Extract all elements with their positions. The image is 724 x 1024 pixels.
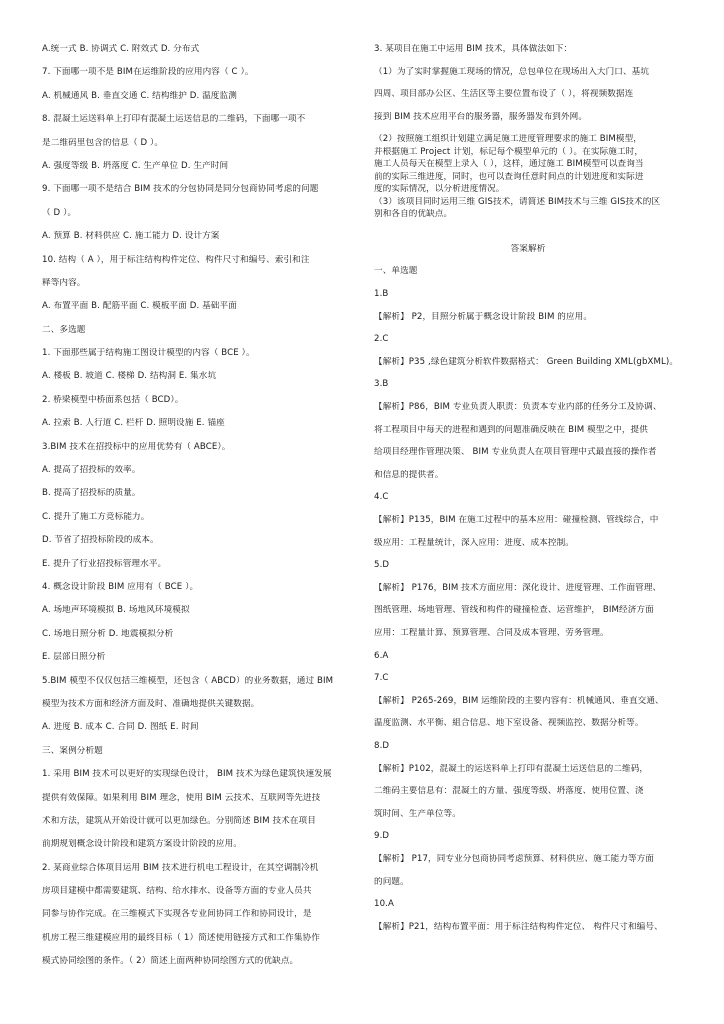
answer-line: 6.A [374, 650, 389, 661]
answer-line: 【解析】P86，BIM 专业负责人职责：负责本专业内部的任务分工及协调、 [374, 402, 662, 413]
answer-line: 【解析】P102，混凝土的运送料单上打印有混凝土运送信息的二维码， [374, 763, 649, 774]
text-line: 前的实际三维进度，同时，也可以查询任意时间点的计划进度和实际进 [374, 171, 644, 182]
text-line: 房项目建模中都需要建筑、结构、给水排水、设备等方面的专业人员共 [42, 886, 312, 897]
text-line: 施工人员每天在模型上录入（ ），这样，通过施工 BIM模型可以查询当 [374, 159, 644, 170]
text-line: 别和各自的优缺点。 [374, 209, 453, 220]
text-line: A. 布置平面 B. 配筋平面 C. 模板平面 D. 基础平面 [42, 301, 237, 312]
text-line: 四周、项目部办公区、生活区等主要位置布设了（ ），将视频数据连 [374, 89, 634, 100]
answer-line: 1.B [374, 289, 389, 300]
answer-line: 【解析】 P2，目照分析属于概念设计阶段 BIM 的应用。 [374, 311, 593, 322]
answer-line: 4.C [374, 492, 389, 503]
text-line: C. 提升了施工方竞标能力。 [42, 511, 150, 522]
text-line: E. 提升了行业招投标管理水平。 [42, 558, 167, 569]
answer-line: 8.D [374, 740, 390, 751]
answer-line: 和信息的提供者。 [374, 469, 444, 480]
answer-line: 二维码主要信息有：混凝土的方量、强度等级、坍落度、使用位置、浇 [374, 786, 644, 797]
text-line: （1）为了实时掌握施工现场的情况，总包单位在现场出入大门口、基坑 [374, 66, 650, 77]
answer-line: 将工程项目中每天的进程和遇到的问题准确反映在 BIM 模型之中，提供 [374, 424, 648, 435]
text-line: 前期规划概念设计阶段和建筑方案设计阶段的应用。 [42, 839, 242, 850]
answer-line: 【解析】 P265-269，BIM 运维阶段的主要内容有：机械通风、垂直交通、 [374, 695, 664, 706]
answer-line: 【解析】P135，BIM 在施工过程中的基本应用：碰撞检测、管线综合，中 [374, 515, 659, 525]
answer-line: 【解析】 P17，同专业分包商协同考虑预算、材料供应、施工能力等方面 [374, 853, 655, 864]
text-line: A. 楼板 B. 坡道 C. 楼梯 D. 结构洞 E. 集水坑 [42, 371, 217, 382]
right-column [374, 44, 682, 944]
answer-line: 筑时间、生产单位等。 [374, 808, 461, 819]
text-line: 8. 混凝土运送料单上打印有混凝土运送信息的二维码，下面哪一项不 [42, 114, 306, 125]
answer-line: 【解析】P21，结构布置平面：用于标注结构构件定位、 构件尺寸和编号、 [374, 921, 663, 932]
text-line: 接到 BIM 技术应用平台的服务器，服务器发布到外网。 [374, 111, 588, 122]
answer-line: 3.B [374, 379, 389, 390]
text-line: （ D ）。 [42, 207, 77, 218]
text-line: 二、多选题 [42, 324, 86, 335]
text-line: 提供有效保障。如果利用 BIM 理念，使用 BIM 云技术、互联网等先进技 [42, 792, 321, 803]
answer-line: 给项目经理作管理决策、 BIM 专业负责人在项目管理中式最直接的操作者 [374, 447, 657, 458]
text-line: A. 场地声环境模拟 B. 场地风环境模拟 [42, 605, 190, 616]
text-line: （2）按照施工组织计划建立满足施工进度管理要求的施工 BIM模型， [374, 134, 642, 145]
left-column [42, 44, 348, 980]
answer-line: 级应用：工程量统计，深入应用：进度、成本控制。 [374, 537, 574, 548]
answer-line: 7.C [374, 673, 389, 684]
text-line: A. 机械通风 B. 垂直交通 C. 结构维护 D. 温度监测 [42, 90, 237, 101]
text-line: A.统一式 B. 协调式 C. 附效式 D. 分布式 [42, 44, 200, 54]
answer-line: 应用：工程量计算、预算管理、合同及成本管理、劳务管理。 [374, 627, 609, 638]
text-line: D. 节省了招投标阶段的成本。 [42, 535, 159, 546]
spacer [374, 222, 682, 244]
text-line: A. 拉索 B. 人行道 C. 栏杆 D. 照明设施 E. 锚座 [42, 418, 225, 429]
answer-section-title: 答案解析 [510, 243, 546, 254]
answer-line: 的问题。 [374, 876, 409, 887]
text-line: 5.BIM 模型不仅仅包括三维模型，还包含（ ABCD）的业务数据，通过 BIM [42, 675, 334, 686]
text-line: 10. 结构（ A ），用于标注结构构件定位、构件尺寸和编号、索引和注 [42, 254, 310, 265]
text-line: 9. 下面哪一项不是结合 BIM 技术的分包协同是同分包商协同考虑的问题 [42, 184, 319, 195]
text-line: A. 强度等级 B. 坍落度 C. 生产单位 D. 生产时间 [42, 160, 229, 171]
text-line: 2. 桥梁模型中桥面系包括（ BCD）。 [42, 394, 184, 405]
text-line: C. 场地日照分析 D. 地震模拟分析 [42, 628, 174, 639]
case-question-3 [374, 44, 682, 123]
text-line: 3. 某项目在施工中运用 BIM 技术，具体做法如下： [374, 44, 573, 54]
text-line: 模型为技术方面和经济方面及时、准确地提供关键数据。 [42, 698, 260, 709]
answer-line: 2.C [374, 334, 389, 345]
text-line: 7. 下面哪一项不是 BIM在运维阶段的应用内容（ C ）。 [42, 67, 254, 78]
text-line: 同参与协作完成。在三维模式下实现各专业间协同工作和协同设计，是 [42, 909, 312, 920]
answer-line: 【解析】P35 ,绿色建筑分析软件数据格式： Green Building XML(gbXML)。 [374, 356, 679, 367]
text-line: A. 预算 B. 材料供应 C. 施工能力 D. 设计方案 [42, 231, 220, 242]
text-line: （3）该项目同时运用三维 GIS技术，请简述 BIM技术与三维 GIS技术的区 [374, 196, 661, 207]
text-line: 是二维码里包含的信息（ D ）。 [42, 137, 164, 148]
text-line: 并根据施工 Project 计划，标记每个模型单元的（ ）。在实际施工时， [374, 146, 644, 157]
text-line: 模式协同绘图的条件。（ 2）简述上面两种协同绘图方式的优缺点。 [42, 956, 299, 967]
case-question-3-continued [374, 134, 682, 220]
answer-line: 10.A [374, 899, 394, 910]
answer-explanations [374, 266, 682, 932]
answer-line: 9.D [374, 831, 390, 842]
text-line: 2. 某商业综合体项目运用 BIM 技术进行机电工程设计，在其空调制冷机 [42, 862, 319, 873]
text-line: 4. 概念设计阶段 BIM 应用有（ BCE ）。 [42, 581, 199, 592]
text-line: A. 进度 B. 成本 C. 合同 D. 图纸 E. 时间 [42, 722, 199, 733]
text-line: 释等内容。 [42, 277, 86, 288]
answer-line: 温度监测、水平衡、組合信息、地下室设备、视频监控、数据分析等。 [374, 718, 644, 729]
answer-line: 【解析】 P176，BIM 技术方面应用：深化设计、进度管理、工作面管理、 [374, 582, 662, 593]
answer-line: 一、单选题 [374, 266, 418, 277]
text-line: 1. 采用 BIM 技术可以更好的实现绿色设计， BIM 技术为绿色建筑快速发展 [42, 769, 332, 780]
text-line: E. 层部日照分析 [42, 652, 106, 663]
text-line: A. 提高了招投标的效率。 [42, 465, 141, 476]
answer-line: 5.D [374, 560, 390, 571]
text-line: 术和方法，建筑从开始设计就可以更加绿色。分别简述 BIM 技术在项目 [42, 815, 316, 826]
text-line: 度的实际情况，以分析进度情况。 [374, 184, 505, 195]
answer-line: 图纸管理、场地管理、管线和构件的碰撞检查、运营维护， BIM经济方面 [374, 605, 654, 616]
text-line: 三、案例分析题 [42, 745, 103, 756]
text-line: 机房工程三维建模应用的最终目标（ 1）简述使用链接方式和工作集协作 [42, 932, 320, 943]
text-line: 3.BIM 技术在招投标中的应用优势有（ ABCE）。 [42, 441, 231, 452]
text-line: 1. 下面那些属于结构施工图设计模型的内容（ BCE ）。 [42, 348, 255, 359]
text-line: B. 提高了招投标的质量。 [42, 488, 141, 499]
